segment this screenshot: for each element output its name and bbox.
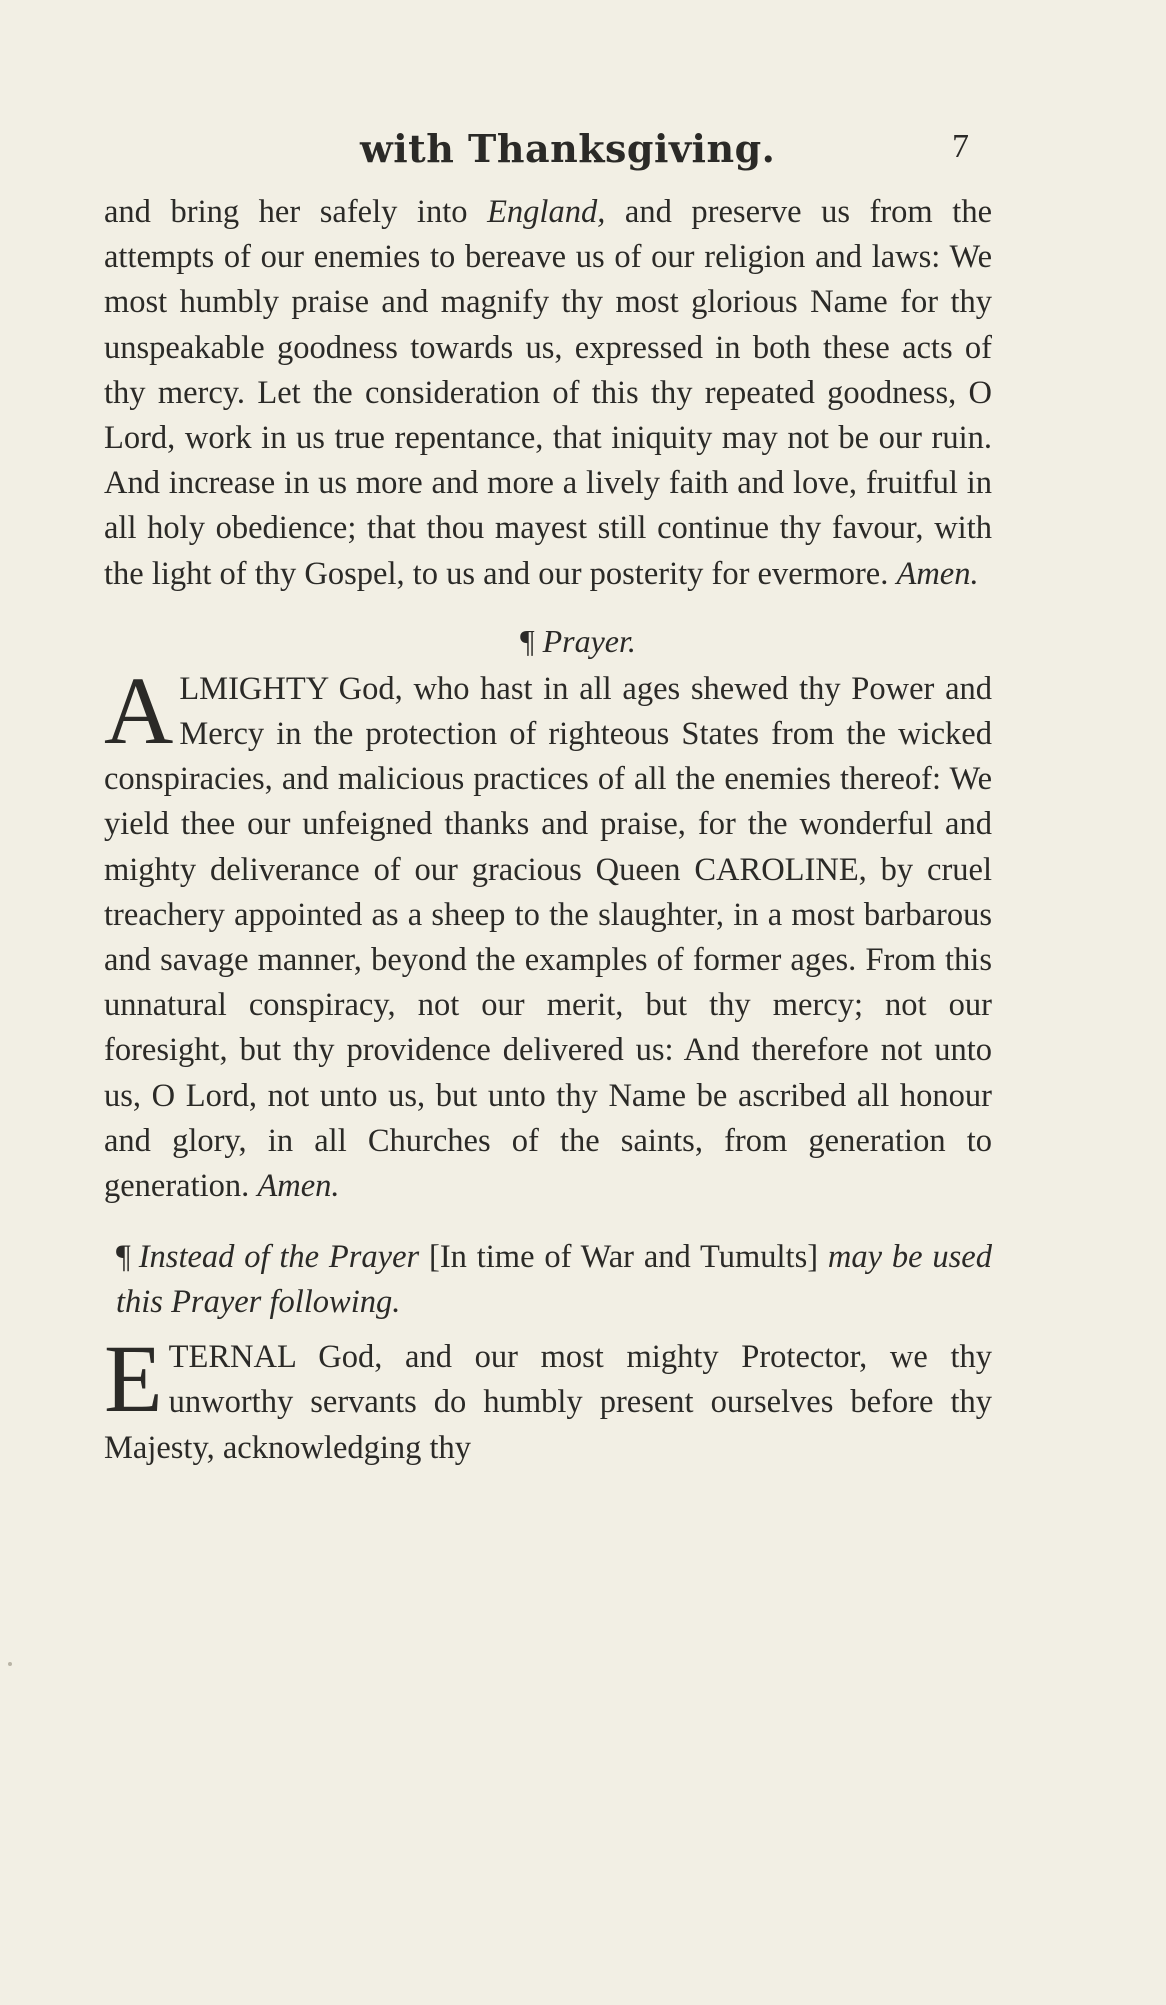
rubric	[104, 1235, 992, 1325]
italic-england: England,	[487, 194, 606, 230]
amen: Amen.	[257, 1168, 340, 1205]
paragraph-continued	[104, 190, 992, 597]
amen: Amen.	[896, 555, 979, 592]
drop-cap: E	[104, 1325, 163, 1433]
drop-cap: A	[104, 656, 174, 764]
text-run: and bring her safely into	[104, 194, 488, 230]
paper-speck	[8, 1662, 12, 1666]
rubric-bracket: [In time of War and Tumults]	[419, 1239, 828, 1276]
page-number: 7	[952, 128, 969, 165]
text-run: and preserve us from the attempts of our enemies to bereave us of our religion and laws: We most humbly praise and magnify thy most glorious Name for thy unspeakable goodness towards us, expressed in both these acts of thy mercy. Let the consideration of this thy repeated goodness, O Lord, work in us true repentance, that iniquity may not be our ruin. And increase in us more and more a lively faith and love, fruitful in all holy obedience; that thou mayest still continue thy favour, with the light of thy Gospel, to us and our posterity for evermore.	[104, 194, 992, 592]
running-head	[0, 120, 1166, 180]
pilcrow-icon: ¶	[520, 622, 535, 659]
prayer-heading-label: Prayer.	[542, 622, 636, 659]
rubric-italic-start: Instead of the Prayer	[138, 1239, 420, 1276]
prayer-text: LMIGHTY God, who hast in all ages shewed thy Power and Mercy in the protection of righteous States from the wicked conspiracies, and malicious practices of all the enemies thereof: We yield thee our unfeigned thanks and praise, for the wonderful and mighty deliverance of our gracious Queen CAROLINE, by cruel treachery appointed as a sheep to the slaughter, in a most barbarous and savage manner, beyond the examples of former ages. From this unnatural conspiracy, not our merit, but thy mercy; not our foresight, but thy providence delivered us: And therefore not unto us, O Lord, not unto us, but unto thy Name be ascribed all honour and glory, in all Churches of the saints, from generation to generation.	[104, 670, 992, 1205]
rubric-italic-end: may be used this Prayer following.	[116, 1239, 992, 1321]
pilcrow-icon: ¶	[116, 1239, 131, 1276]
text-block	[104, 190, 992, 1471]
war-prayer-text: TERNAL God, and our most mighty Protector, we thy unworthy servants do humbly present ourselves before thy Majesty, acknowledging thy	[104, 1339, 992, 1466]
running-title: with Thanksgiving.	[360, 126, 776, 171]
war-prayer-paragraph	[104, 1325, 992, 1471]
prayer-heading	[164, 619, 992, 663]
prayer-paragraph	[104, 656, 992, 1209]
